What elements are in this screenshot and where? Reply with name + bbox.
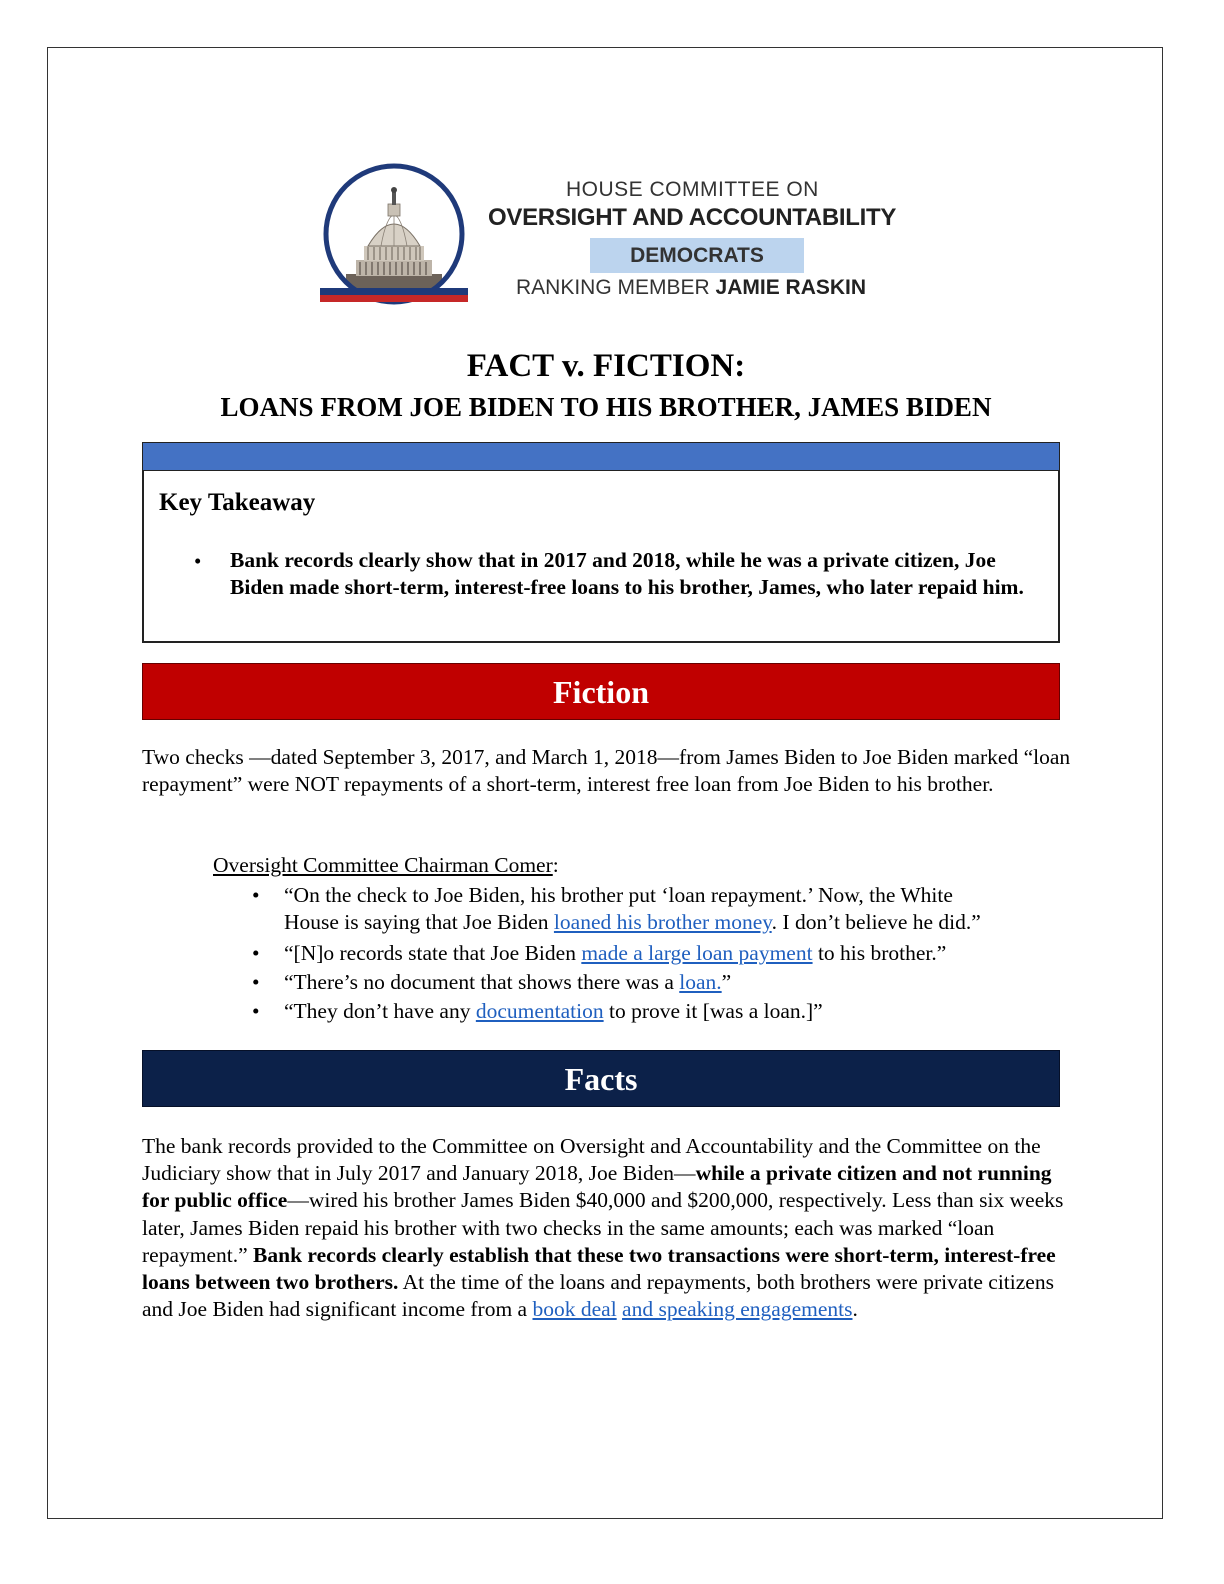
key-takeaway-heading: Key Takeaway [159,489,316,516]
quote-text: . I don’t believe he did.” [771,910,981,934]
quote-text: House is saying that Joe Biden [284,910,554,934]
quote-source-name: Oversight Committee Chairman Comer [213,853,553,877]
capitol-dome-icon [306,162,486,312]
facts-heading: Facts [142,1050,1060,1107]
key-takeaway-text: Bank records clearly show that in 2017 and 2018, while he was a private citizen, Joe Biden made short-term, interest-free loans to his brother, James, who later repaid him. [230,548,1024,599]
fiction-paragraph: Two checks —dated September 3, 2017, and March 1, 2018—from James Biden to Joe Biden marked “loan repayment” were NOT repayments of a short-term, interest free loan from Joe Biden to his brother. [142,745,1071,797]
bullet-icon: • [252,999,260,1023]
facts-bold-text: Bank records clearly establish that these two transactions were short-term, interest-free loans between two brothers. [142,1242,1056,1295]
quote-text: “[N]o records state that Joe Biden [284,941,582,965]
quote-line [284,998,823,1025]
quote-text: “They don’t have any [284,999,476,1023]
logo-ranking-member-name: JAMIE RASKIN [715,276,867,299]
quote-text: to his brother.” [812,941,947,965]
bullet-icon: • [252,970,260,994]
quote-link-loan[interactable]: loan. [679,970,722,994]
facts-paragraph [142,1133,1072,1323]
quote-text: ” [721,970,732,994]
page-title: FACT v. FICTION: [466,348,746,384]
speaking-engagements-link[interactable]: and speaking engagements [622,1297,853,1322]
bullet-icon: • [194,549,202,573]
book-deal-link[interactable]: book deal [532,1297,617,1322]
bullet-icon: • [252,941,260,965]
quote-link-loan-payment[interactable]: made a large loan payment [581,941,813,965]
logo-line-2: OVERSIGHT AND ACCOUNTABILITY [488,204,897,231]
quote-line [284,909,981,936]
quote-source [213,853,559,878]
quote-source-colon: : [552,853,559,877]
key-takeaway-bar [142,442,1060,471]
quote-line [284,969,731,996]
committee-logo [306,162,906,312]
logo-line-1: HOUSE COMMITTEE ON [566,178,819,201]
page-subtitle: LOANS FROM JOE BIDEN TO HIS BROTHER, JAMES BIDEN [220,392,992,422]
quote-line [284,940,946,967]
logo-ranking-member [516,276,866,300]
facts-text: At the time of the loans and repayments, both brothers were private citizens and Joe Biden had significant income from a [142,1270,1054,1322]
quote-text: “There’s no document that shows there was a [284,970,680,994]
facts-text: —wired his brother James Biden $40,000 and $200,000, respectively. Less than six weeks later, James Biden repaid his brother with two checks in the same amounts; each was marked “loan repayment.” [142,1188,1064,1267]
facts-bold-text: while a private citizen and not running for public office [142,1161,1052,1213]
quote-text: “On the check to Joe Biden, his brother put ‘loan repayment.’ Now, the White [284,883,953,907]
bullet-icon: • [252,883,260,907]
quote-link-loaned-money[interactable]: loaned his brother money [553,910,772,934]
quote-link-documentation[interactable]: documentation [475,999,604,1023]
quote-line [284,882,953,909]
facts-text: . [852,1297,858,1322]
quote-text: to prove it [was a loan.]” [603,999,823,1023]
key-takeaway-box [142,470,1060,643]
fiction-heading: Fiction [142,663,1060,720]
logo-democrats-badge: DEMOCRATS [590,238,804,273]
facts-text: The bank records provided to the Committee on Oversight and Accountability and the Committee on the Judiciary show that in July 2017 and January 2018, Joe Biden— [142,1134,1041,1186]
logo-ranking-member-prefix: RANKING MEMBER [516,276,716,299]
